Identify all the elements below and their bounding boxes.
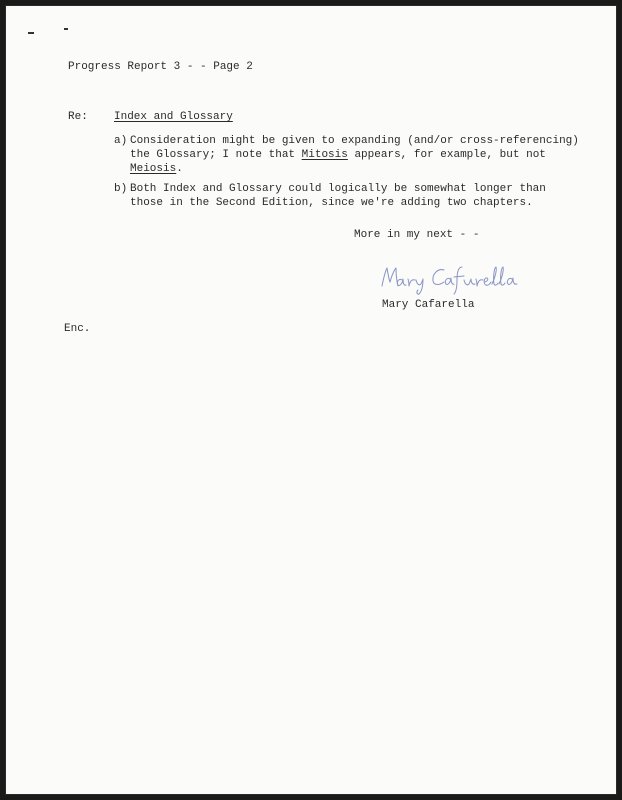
item-a-line2 <box>130 148 546 162</box>
item-b-line1: Both Index and Glossary could logically be somewhat longer than <box>130 183 546 195</box>
closing-line: More in my next - - <box>354 229 480 241</box>
item-a-line2-pre: the Glossary; I note that <box>130 149 302 161</box>
item-b-line2: those in the Second Edition, since we're adding two chapters. <box>130 197 533 209</box>
typed-name: Mary Cafarella <box>382 299 475 311</box>
re-label: Re: <box>68 111 88 123</box>
re-subject: Index and Glossary <box>114 111 233 123</box>
term-mitosis: Mitosis <box>301 149 348 161</box>
item-b-marker: b) <box>114 183 128 195</box>
handwritten-signature <box>378 262 528 296</box>
item-a-marker: a) <box>114 135 128 147</box>
item-a-line2-post: appears, for example, but not <box>347 149 546 161</box>
page-header: Progress Report 3 - - Page 2 <box>68 61 253 73</box>
paper-speck <box>28 32 34 34</box>
term-meiosis: Meiosis <box>130 163 177 175</box>
enclosure-note: Enc. <box>64 323 91 335</box>
item-a-line3 <box>130 162 183 176</box>
paper-speck <box>64 28 68 30</box>
item-a-line3-post: . <box>176 163 183 175</box>
document-page <box>6 6 616 794</box>
item-a-line1: Consideration might be given to expanding (and/or cross-referencing) <box>130 135 579 147</box>
